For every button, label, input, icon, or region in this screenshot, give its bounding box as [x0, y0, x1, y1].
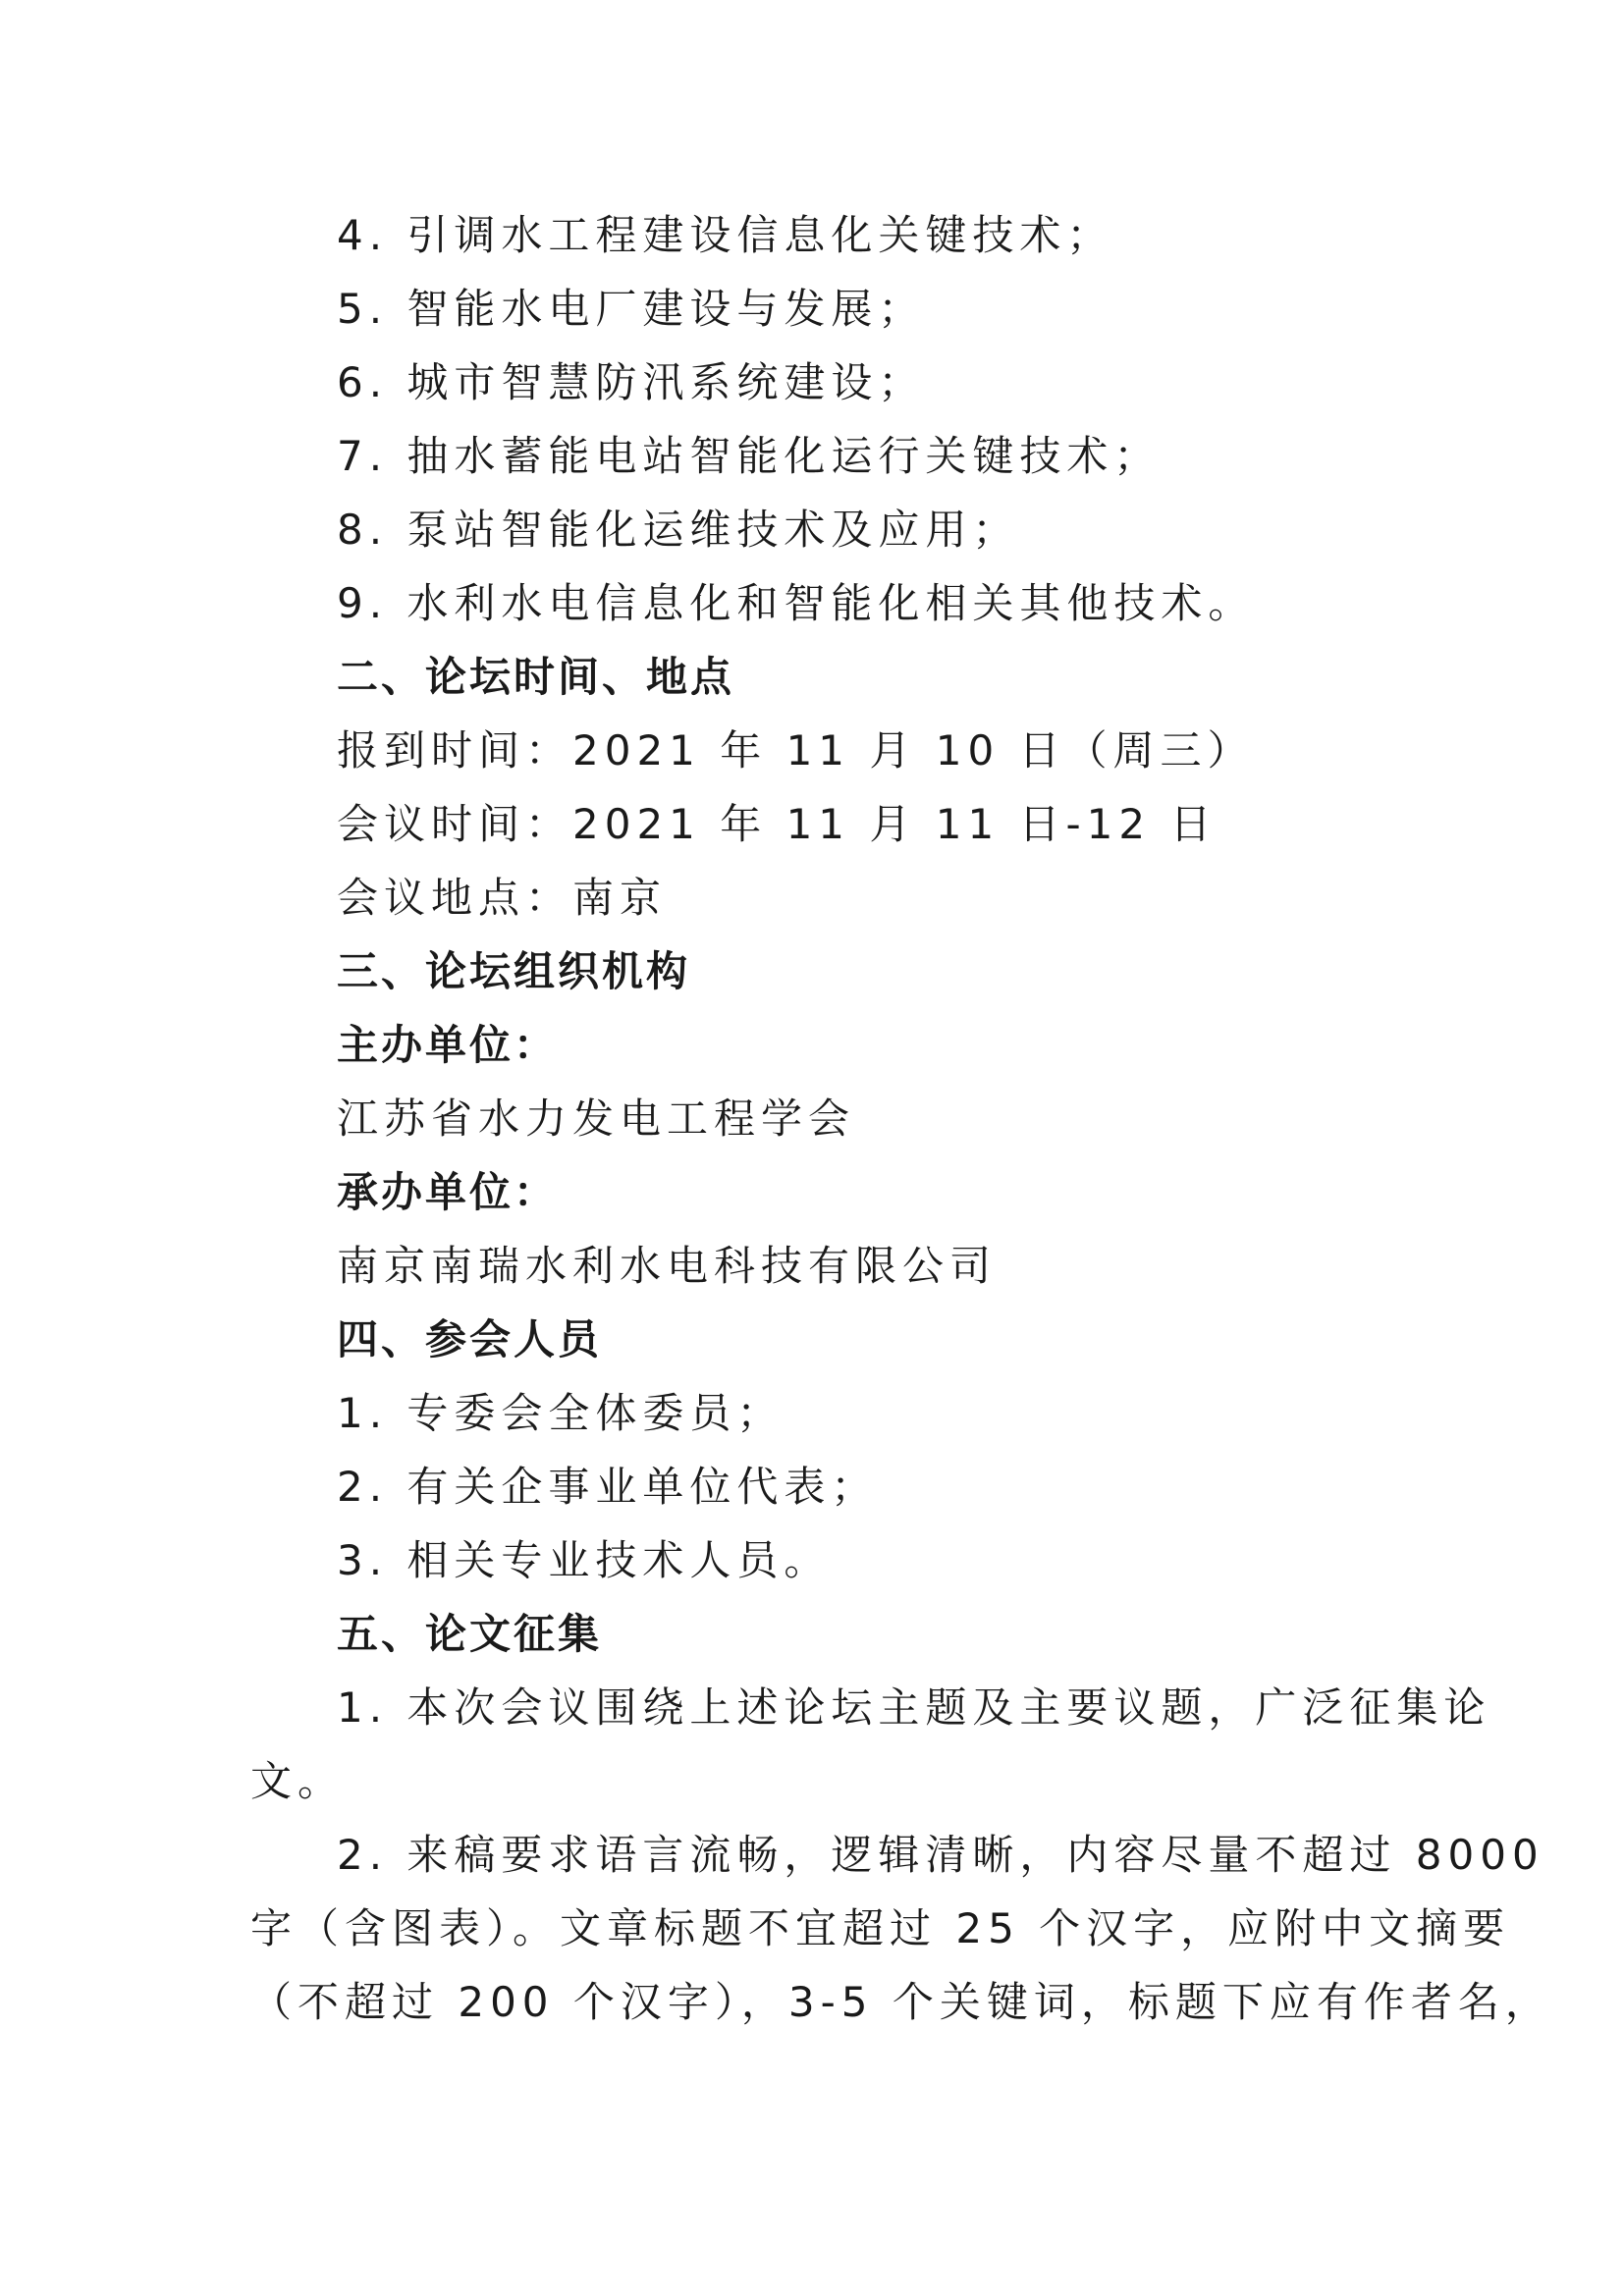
section-heading-attendees: 四、参会人员: [337, 1315, 603, 1363]
section-heading-organization: 三、论坛组织机构: [337, 947, 691, 995]
host-name: 江苏省水力发电工程学会: [337, 1095, 856, 1143]
section-heading-papers: 五、论文征集: [337, 1610, 603, 1658]
organizer-label: 承办单位：: [337, 1168, 559, 1216]
section-heading-time-place: 二、论坛时间、地点: [337, 653, 735, 701]
checkin-time: 报到时间：2021 年 11 月 10 日（周三）: [337, 726, 1255, 774]
meeting-time: 会议时间：2021 年 11 月 11 日-12 日: [337, 800, 1218, 848]
topic-item-7: 7. 抽水蓄能电站智能化运行关键技术；: [337, 432, 1162, 480]
paper-paragraph-1-line-2: 文。: [250, 1757, 346, 1805]
attendee-item-2: 2. 有关企事业单位代表；: [337, 1463, 879, 1511]
attendee-item-1: 1. 专委会全体委员；: [337, 1389, 785, 1437]
meeting-place: 会议地点：南京: [337, 874, 668, 922]
topic-item-4: 4. 引调水工程建设信息化关键技术；: [337, 211, 1114, 259]
organizer-name: 南京南瑞水利水电科技有限公司: [337, 1242, 998, 1290]
paper-paragraph-1-line-1: 1. 本次会议围绕上述论坛主题及主要议题，广泛征集论: [337, 1683, 1491, 1732]
topic-item-9: 9. 水利水电信息化和智能化相关其他技术。: [337, 579, 1256, 627]
host-label: 主办单位：: [337, 1021, 559, 1069]
topic-item-6: 6. 城市智慧防汛系统建设；: [337, 358, 926, 406]
attendee-item-3: 3. 相关专业技术人员。: [337, 1536, 832, 1584]
paper-paragraph-2-line-3: （不超过 200 个汉字），3-5 个关键词，标题下应有作者名，: [250, 1978, 1552, 2026]
paper-paragraph-2-line-1: 2. 来稿要求语言流畅，逻辑清晰，内容尽量不超过 8000: [337, 1831, 1544, 1879]
topic-item-8: 8. 泵站智能化运维技术及应用；: [337, 506, 1020, 554]
paper-paragraph-2-line-2: 字（含图表）。文章标题不宜超过 25 个汉字，应附中文摘要: [250, 1904, 1511, 1952]
topic-item-5: 5. 智能水电厂建设与发展；: [337, 285, 926, 333]
